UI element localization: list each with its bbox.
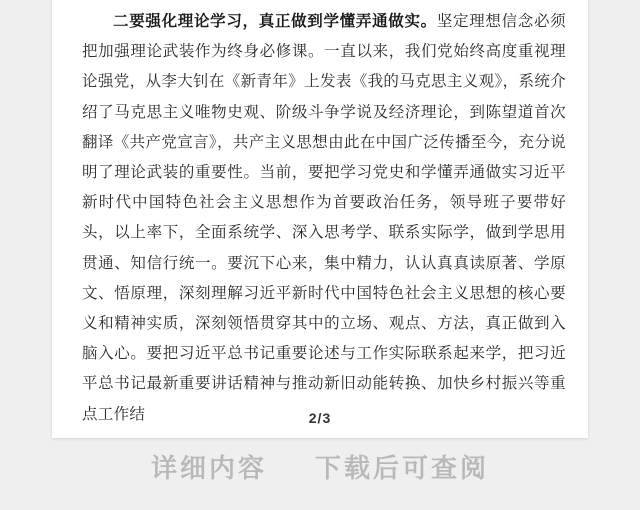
details-link[interactable]: 详细内容: [150, 454, 267, 484]
download-link[interactable]: 下载后可查阅: [315, 454, 490, 484]
paragraph-text: 坚定理想信念必须把加强理论武装作为终身必修课。一直以来，我们党始终高度重视理论强党，从李大钊在《新青年》上发表《我的马克思主义观》，系统介绍了马克思主义唯物史观、阶级斗争学说及经济理论，到陈望道首次翻译《共产党宣言》，共产主义思想由此在中国广泛传播至今，充分说明了理论武装的重要性。当前，要把学习党史和学懂弄通做实习近平新时代中国特色社会主义思想作为首要政治任务，领导班子要带好头，以上率下，全面系统学、深入思考学、联系实际学，做到学思用贯通、知信行统一。要沉下心来，集中精力，认认真真读原著、学原文、悟原理，深刻理解习近平新时代中国特色社会主义思想的核心要义和精神实质，深刻领悟贯穿其中的立场、观点、方法，真正做到入脑入心。要把习近平总书记重要论述与工作实际联系起来学，把习近平总书记最新重要讲话精神与推动新旧动能转换、加快乡村振兴等重点工作结: [82, 12, 566, 423]
download-prompt: [0, 448, 640, 485]
document-page: [52, 0, 588, 438]
paragraph: [82, 6, 566, 429]
document-body: [82, 6, 566, 429]
page-number: 2/3: [308, 410, 332, 426]
paragraph-lead: 二要强化理论学习，真正做到学懂弄通做实。: [113, 12, 437, 30]
